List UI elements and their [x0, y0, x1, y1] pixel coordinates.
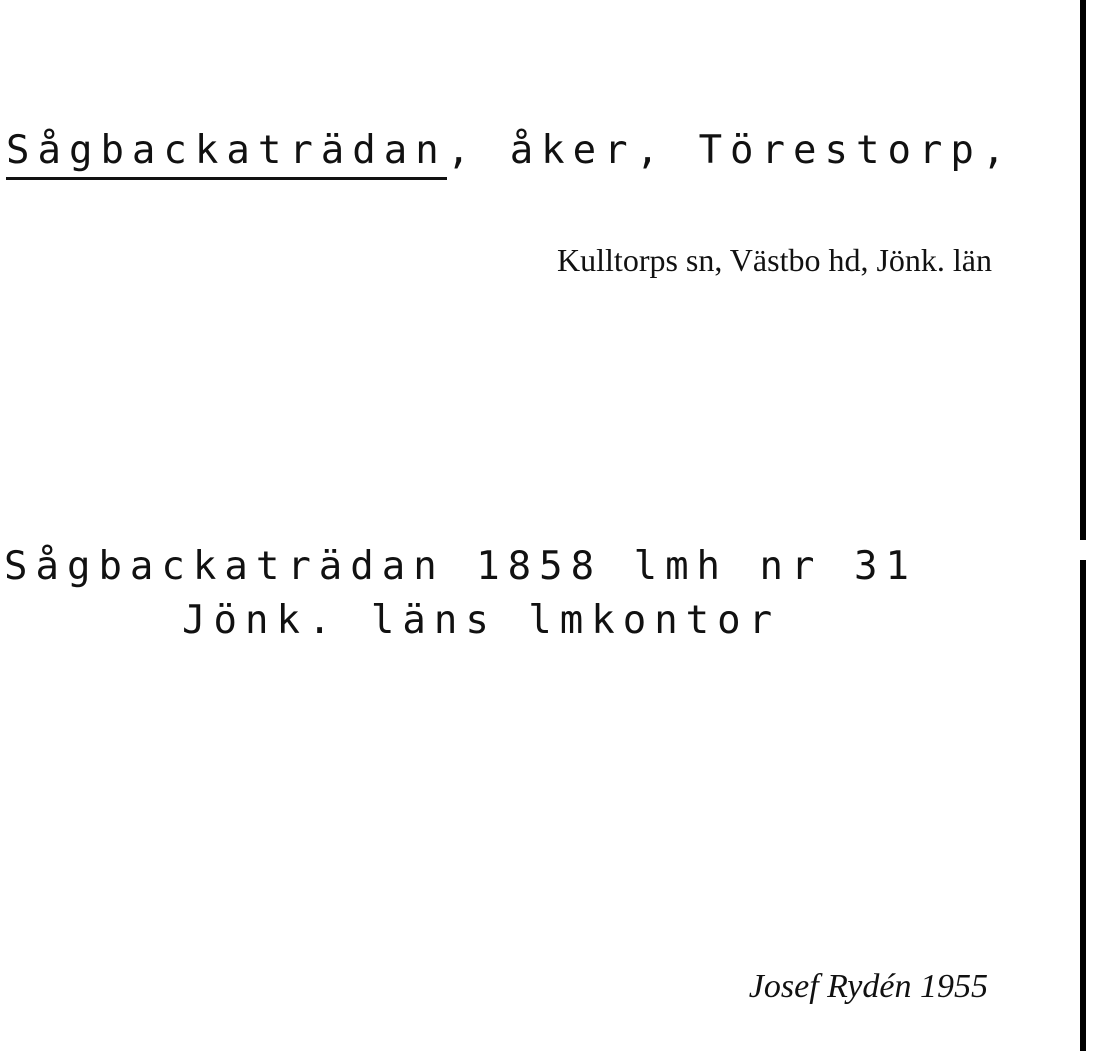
signature: Josef Rydén 1955 — [748, 968, 988, 1005]
headword: Sågbackaträdan — [6, 128, 447, 180]
source-line-1: Sågbackaträdan 1858 lmh nr 31 — [4, 544, 917, 589]
card-edge-gap — [1080, 540, 1086, 560]
source-line-2: Jönk. läns lmkontor — [182, 598, 781, 643]
title-line — [6, 128, 1013, 173]
location-line: Kulltorps sn, Västbo hd, Jönk. län — [557, 242, 992, 278]
title-rest: , åker, Törestorp, — [446, 128, 1014, 173]
card-edge-border — [1080, 0, 1086, 1051]
